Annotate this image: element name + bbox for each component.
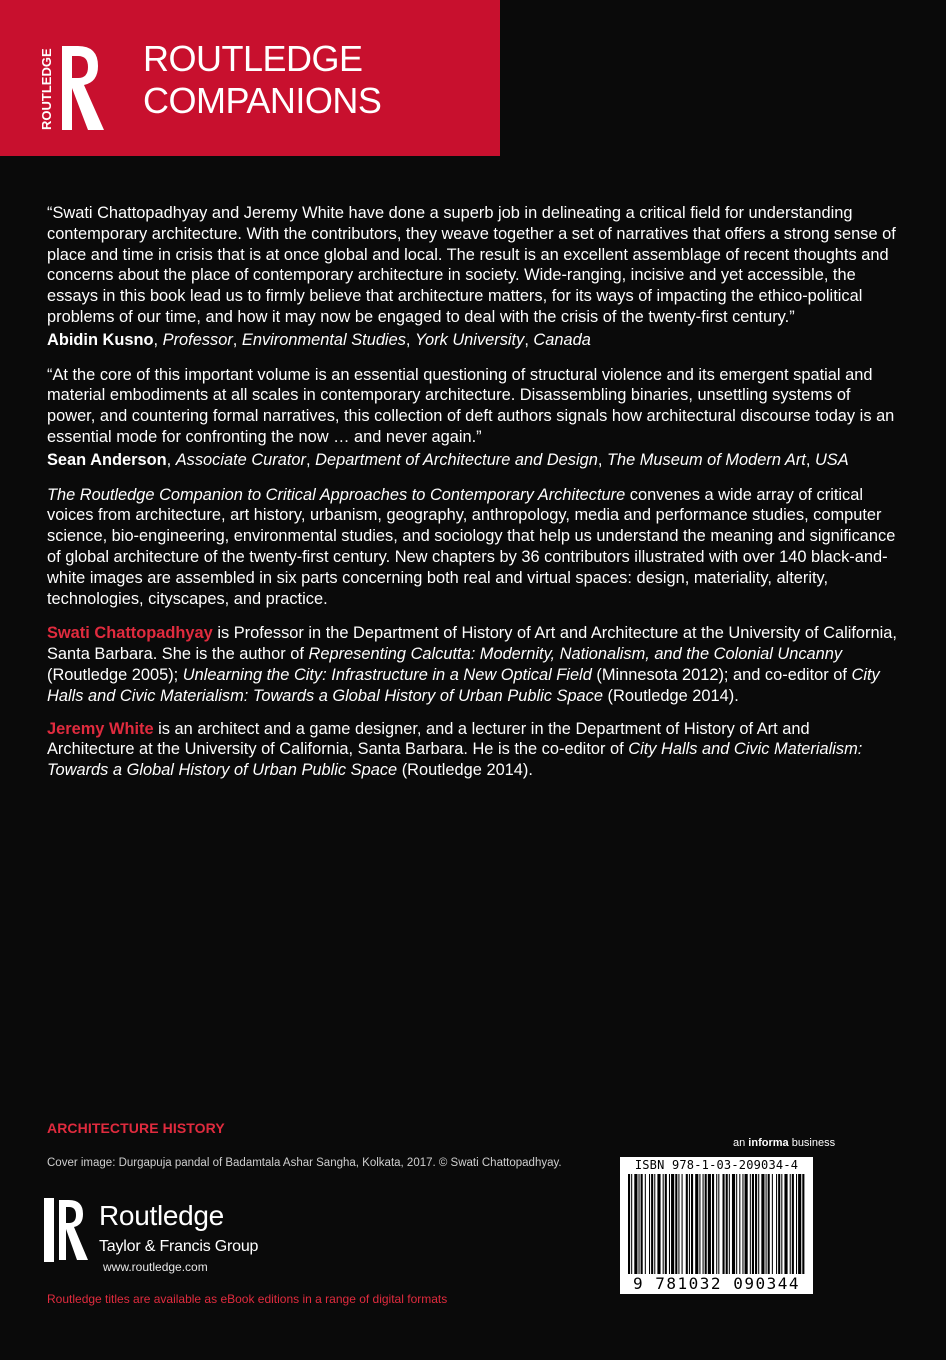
barcode-bar <box>712 1174 714 1274</box>
barcode-bar <box>631 1174 632 1274</box>
author-name: Swati Chattopadhyay <box>47 624 213 643</box>
barcode-bar <box>716 1174 717 1274</box>
endorser-role: Professor <box>162 330 233 349</box>
endorser-country: USA <box>814 450 849 469</box>
barcode-bar <box>669 1174 670 1274</box>
publisher-website: www.routledge.com <box>103 1260 208 1274</box>
bio-text: (Minnesota 2012); and co-editor of <box>591 665 852 684</box>
barcode-bar <box>645 1174 646 1274</box>
barcode-bar <box>792 1174 794 1274</box>
barcode-bar <box>752 1174 754 1274</box>
barcode-bar <box>708 1174 711 1274</box>
book-title: City Halls and Civic Materialism: Towards a Global History of Urban Public Space <box>47 740 863 780</box>
author-bio-swati <box>47 623 899 706</box>
barcode-bar <box>784 1174 787 1274</box>
barcode-bar <box>665 1174 667 1274</box>
endorser-institution: The Museum of Modern Art <box>606 450 806 469</box>
barcode-bar <box>736 1174 737 1274</box>
endorser-name: Abidin Kusno <box>47 330 154 349</box>
barcode-bar <box>796 1174 797 1274</box>
endorser-institution: York University <box>415 330 525 349</box>
barcode-bar <box>802 1174 804 1274</box>
publisher-group: Taylor & Francis Group <box>99 1238 259 1255</box>
book-title: City Halls and Civic Materialism: Towards a Global History of Urban Public Space <box>47 665 880 705</box>
barcode-bar <box>641 1174 643 1274</box>
barcode-bar <box>729 1174 730 1274</box>
informa-brand: informa <box>748 1137 789 1149</box>
publisher-block <box>44 1198 304 1278</box>
routledge-logo-icon <box>38 42 110 132</box>
endorser-country: Canada <box>533 330 591 349</box>
barcode-bar <box>691 1174 693 1274</box>
barcode-bar <box>772 1174 773 1274</box>
barcode-bar <box>781 1174 782 1274</box>
barcode-bar <box>663 1174 664 1274</box>
endorser-dept: Department of Architecture and Design <box>315 450 598 469</box>
book-title: Unlearning the City: Infrastructure in a New Optical Field <box>182 665 592 684</box>
barcode-bar <box>682 1174 683 1274</box>
barcode-bar <box>750 1174 751 1274</box>
barcode-bar <box>778 1174 780 1274</box>
series-title-line-2: COMPANIONS <box>143 80 382 121</box>
endorsement-quote-1: “Swati Chattopadhyay and Jeremy White have done a superb job in delineating a critical field for understanding contemporary architecture. With the contributors, they weave together a set of narratives that offers a strong sense of place and time in crisis that is at once global and local. The result is an excellent assemblage of recent thoughts and concerns about the place of contemporary architecture in society. Wide-ranging, incisive and yet accessible, the essays in this book lead us to firmly believe that architecture matters, for its ways of impacting the ethico-political problems of our time, and how it may now be engaged to deal with the crisis of the twenty-first century.” <box>47 204 896 326</box>
barcode-bar <box>758 1174 759 1274</box>
barcode-bar <box>790 1174 791 1274</box>
barcode-bar <box>742 1174 743 1274</box>
endorsement-attribution-1: Abidin Kusno, Professor, Environmental Studies, York University, Canada <box>47 330 591 349</box>
description-text: convenes a wide array of critical voices from architecture, art history, urbanism, geography, anthropology, media and performance studies, computer science, bio-engineering, environmental studies, and sociology that help us understand the meaning and significance of global architecture of the twenty-first century. New chapters by 36 contributors illustrated with over 140 black-and-white images are assembled in six parts concerning both real and virtual spaces: design, materiality, alterity, technologies, cityscapes, and practice. <box>47 485 896 608</box>
ebook-availability-note: Routledge titles are available as eBook editions in a range of digital formats <box>47 1292 448 1306</box>
barcode-bar <box>651 1174 653 1274</box>
barcode-bar <box>776 1174 777 1274</box>
barcode-bar <box>739 1174 740 1274</box>
book-title: The Routledge Companion to Critical Approaches to Contemporary Architecture <box>47 485 626 504</box>
endorser-dept: Environmental Studies <box>241 330 406 349</box>
informa-prefix: an <box>733 1137 749 1149</box>
barcode-bar <box>649 1174 650 1274</box>
author-bio-jeremy <box>47 719 899 781</box>
endorser-name: Sean Anderson <box>47 450 167 469</box>
barcode-bar <box>678 1174 679 1274</box>
cover-image-credit: Cover image: Durgapuja pandal of Badamtala Ashar Sangha, Kolkata, 2017. © Swati Chattopadhyay. <box>47 1157 562 1169</box>
isbn-barcode <box>620 1157 813 1294</box>
author-name: Jeremy White <box>47 719 154 738</box>
barcode-bar <box>628 1174 630 1274</box>
barcode-bar <box>695 1174 698 1274</box>
barcode-bar <box>798 1174 801 1274</box>
barcode-bar <box>723 1174 725 1274</box>
barcode-bar <box>768 1174 770 1274</box>
series-title-line-1: ROUTLEDGE <box>143 38 363 79</box>
endorsement-attribution-2: Sean Anderson, Associate Curator, Department of Architecture and Design, The Museum of Modern Art, USA <box>47 450 849 469</box>
informa-suffix: business <box>788 1137 836 1149</box>
book-description <box>47 485 899 610</box>
barcode-bar <box>732 1174 735 1274</box>
barcode-bar <box>705 1174 707 1274</box>
bio-text: (Routledge 2014). <box>602 686 739 705</box>
barcode-bar <box>745 1174 748 1274</box>
back-cover-text <box>47 203 899 793</box>
book-title: Representing Calcutta: Modernity, Nationalism, and the Colonial Uncanny <box>308 645 843 664</box>
series-header-band <box>0 0 500 156</box>
barcode-bars <box>626 1174 807 1274</box>
barcode-bar <box>755 1174 757 1274</box>
bio-text: is Professor in the Department of History of Art and Architecture at the University of California, Santa Barbara. She is the author of <box>47 624 897 664</box>
barcode-bar <box>761 1174 764 1274</box>
barcode-bar <box>718 1174 719 1274</box>
barcode-bar <box>726 1174 728 1274</box>
barcode-bar <box>657 1174 660 1274</box>
barcode-bar <box>766 1174 767 1274</box>
routledge-publisher-logo-icon <box>44 1198 90 1262</box>
barcode-bar <box>699 1174 700 1274</box>
series-title <box>143 38 381 122</box>
informa-tagline <box>733 1137 835 1149</box>
barcode-bar <box>689 1174 690 1274</box>
logo-vertical-text: ROUTLEDGE <box>39 48 54 130</box>
barcode-bar <box>634 1174 637 1274</box>
bio-text: (Routledge 2014). <box>397 761 533 780</box>
endorsement-quote-2: “At the core of this important volume is an essential questioning of structural violence and its emergent spatial and material embodiments at all scales in contemporary architecture. Disassembling binaries, unsettling systems of power, and countering formal narratives, this collection of deft authors signals how architectural discourse today is an essential mode for confronting the now … and never again.” <box>47 365 895 446</box>
barcode-bar <box>675 1174 677 1274</box>
bio-text: (Routledge 2005); <box>47 665 183 684</box>
subject-category: ARCHITECTURE HISTORY <box>47 1120 225 1136</box>
barcode-bar <box>686 1174 688 1274</box>
barcode-bar <box>703 1174 704 1274</box>
barcode-bar <box>654 1174 655 1274</box>
bio-text: is an architect and a game designer, and a lecturer in the Department of History of Art and Architecture at the University of California, Santa Barbara. He is the co-editor of <box>47 719 810 759</box>
isbn-digits: 9 781032 090344 <box>633 1274 800 1293</box>
barcode-bar <box>639 1174 640 1274</box>
isbn-label: ISBN 978-1-03-209034-4 <box>634 1158 799 1172</box>
endorser-role: Associate Curator <box>175 450 307 469</box>
barcode-bar <box>671 1174 674 1274</box>
publisher-name: Routledge <box>99 1200 224 1231</box>
